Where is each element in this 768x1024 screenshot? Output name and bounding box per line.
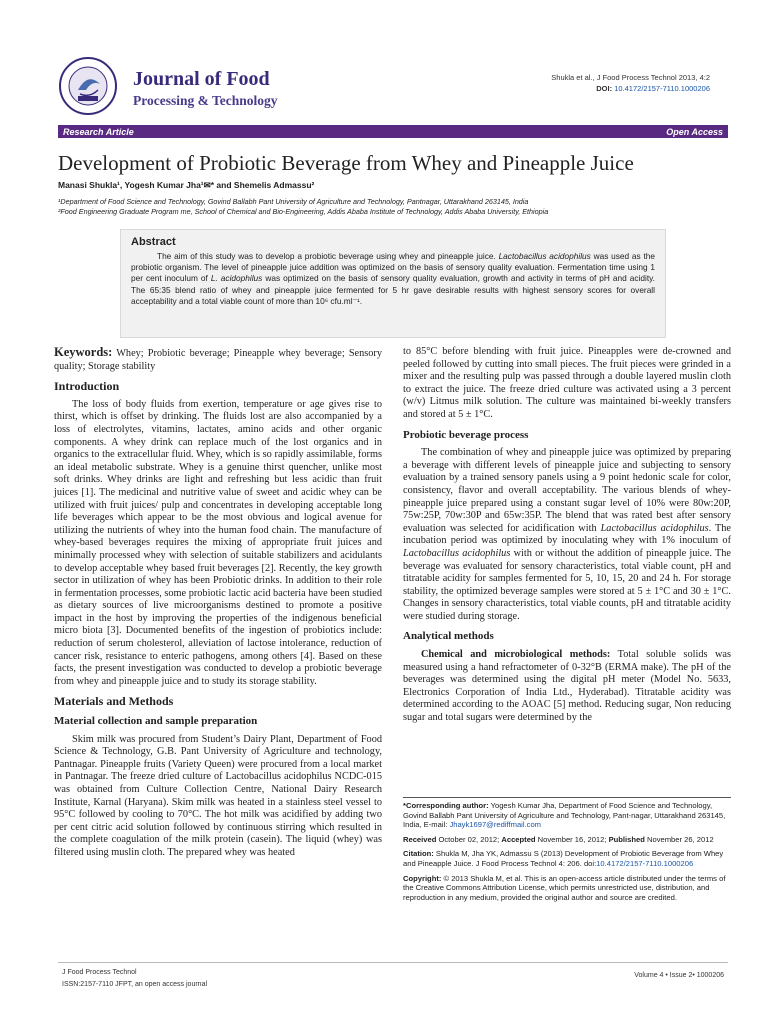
affiliation-1: ¹Department of Food Science and Technology, Govind Ballabh Pant University of Agriculture and Technology, Pantnagar, Uttarakhand 263145, India bbox=[58, 197, 529, 206]
footnote-divider bbox=[403, 797, 731, 798]
doi-link[interactable]: 10.4172/2157-7110.1000206 bbox=[614, 84, 710, 93]
affiliations bbox=[58, 197, 728, 217]
journal-logo-icon bbox=[58, 56, 118, 116]
introduction-heading: Introduction bbox=[54, 379, 120, 394]
keywords-label: Keywords: bbox=[54, 345, 113, 359]
keywords bbox=[54, 346, 382, 373]
chemical-methods-label: Chemical and microbiological methods: bbox=[421, 649, 611, 661]
citation-doi-link[interactable]: 10.4172/2157-7110.1000206 bbox=[596, 858, 694, 868]
copyright-note: Copyright: © 2013 Shukla M, et al. This is an open-access article distributed under the terms of the Creative Commons Attribution License, which permits unrestricted use, distribution, and reproduction in any medium, provided the original author and source are credited. bbox=[403, 873, 726, 902]
material-collection-heading: Material collection and sample preparation bbox=[54, 715, 258, 728]
left-column bbox=[54, 346, 382, 860]
footer-journal-abbrev: J Food Process Technol bbox=[62, 969, 137, 976]
material-collection-text: Skim milk was procured from Student’s Dairy Plant, Department of Food Science & Technology, G.B. Pant University of Agriculture and technology, Pantnagar. Pineapple fruits (Variety Queen) were procured from a local market in Pantnagar. The freeze dried culture of Lactobacillus acidophilus NCDC-015 was obtained from Culture Collection Centre, National Dairy Research Institute, Karnal (Haryana). Skim milk was heated in a stainless steel vessel to 95°C followed by cooling to 70°C. The hot milk was acidified by adding two per cent citric acid solution followed by continuous stirring which resulted in the complete coagulation of the milk protein (casein). The liquid (whey) was filtered using muslin cloth. The prepared whey was heated bbox=[54, 733, 382, 858]
footer-volume-info: Volume 4 • Issue 2• 1000206 bbox=[634, 972, 724, 979]
probiotic-process-heading: Probiotic beverage process bbox=[403, 428, 529, 441]
open-access-label: Open Access bbox=[666, 126, 723, 137]
header-citation bbox=[551, 72, 710, 94]
abstract-box bbox=[120, 229, 666, 338]
analytical-methods-heading: Analytical methods bbox=[403, 630, 494, 643]
footer-divider bbox=[58, 962, 728, 963]
dates: Received October 02, 2012; Accepted November 16, 2012; Published November 26, 2012 bbox=[403, 834, 714, 844]
citation-line: Shukla et al., J Food Process Technol 2013, 4:2 bbox=[551, 73, 710, 82]
footer-issn: ISSN:2157-7110 JFPT, an open access journal bbox=[62, 981, 208, 988]
corresponding-author: *Corresponding author: Yogesh Kumar Jha, Department of Food Science and Technology, Govind Ballabh Pant University of Agriculture and Technology, Pant-nagar, Uttarakhand 263145, India, E-mail: Jhayk1697@rediffmail.com bbox=[403, 801, 726, 830]
affiliation-2: ²Food Engineering Graduate Program me, School of Chemical and Bio-Engineering, Addis Ababa Institute of Technology, Addis Ababa University, Ethiopia bbox=[58, 207, 549, 216]
probiotic-process-text: The combination of whey and pineapple juice was optimized by preparing a beverage with different levels of pineapple juice and subjecting to sensory evaluation by a trained sensory panels using a 9 point hedonic scale for color, consistency, flavor and overall acceptability. The various blends of whey-pineapple juice prepared using a constant sugar level of 10% were 80w:20P, 75w:25P, 70w:30P and 65w:35P. The blend that was rated best after sensory evaluation was selected for acidification with Lactobacillus acidophilus. The incubation period was optimized by inoculating whey with 1% inoculum of Lactobacillus acidophilus with or without the addition of pineapple juice. The beverage was evaluated for sensory characteristics, total viable count, pH and titratable acidity for samples fermented for 5, 10, 15, 20 and 24 h. For storage stability, the optimized beverage samples were stored at 5 ± 1°C and 30 ± 1°C. Changes in sensory characteristics, total viable counts, pH and titratable acidity were studied during storage. bbox=[403, 447, 732, 622]
abstract-text: The aim of this study was to develop a probiotic beverage using whey and pineapple juice. Lactobacillus acidophilus was used as the probiotic organism. The level of pineapple juice addition was optimized on the basis of sensory quality evaluation. Fermentation time using 1 per cent inoculum of L. acidophilus was optimized on the basis of sensory quality evaluation, growth and activity in terms of pH and acidity. The 65:35 blend ratio of whey and pineapple juice fermented for 5 hr gave desirable results with highest sensory scores for overall acceptability and a total viable count of more than 10⁶ cfu.ml⁻¹. bbox=[131, 251, 655, 306]
keywords-text: Whey; Probiotic beverage; Pineapple whey beverage; Sensory quality; Storage stability bbox=[54, 348, 382, 372]
citation-note: Citation: Shukla M, Jha YK, Admassu S (2013) Development of Probiotic Beverage from Whey and Pineapple Juice. J Food Process Technol 4: 206. doi:10.4172/2157-7110.1000206 bbox=[403, 849, 724, 868]
author-email-link[interactable]: Jhayk1697@rediffmail.com bbox=[449, 820, 541, 830]
footnote-box bbox=[403, 797, 731, 907]
abstract-heading: Abstract bbox=[131, 236, 176, 248]
doi-label: DOI: bbox=[596, 84, 613, 93]
chemical-methods-text: Chemical and microbiological methods: Total soluble solids was measured using a hand refractometer of 0-32°B (ERMA make). The pH of the beverages was determined using the digital pH meter (Model No. 5633, Electronics Corporation of India Ltd., Hyderabad). Titratable acidity was determined according to the AOAC [5] method. Reducing sugar, Non reducing sugar and total sugars were determined by the bbox=[403, 649, 731, 724]
research-article-label: Research Article bbox=[63, 126, 134, 137]
article-type-banner bbox=[58, 125, 728, 138]
journal-subtitle: Processing & Technology bbox=[133, 93, 278, 108]
author-list: Manasi Shukla¹, Yogesh Kumar Jha¹✉* and Shemelis Admassu² bbox=[58, 180, 315, 190]
journal-name: Journal of Food bbox=[133, 68, 270, 90]
footer-journal-info bbox=[62, 967, 207, 991]
materials-methods-heading: Materials and Methods bbox=[54, 694, 174, 709]
materials-continued-text: to 85°C before blending with fruit juice. Pineapples were de-crowned and peeled followed by cutting into small pieces. The fruit pieces were grinded in a mixer and the resulting pulp was passed through a double layered muslin cloth to extract the juice. The freeze dried culture was activated using a 3 percent (w/v) Litmus milk solution. The culture was maintained bi-weekly transfers and stored at 5 ± 1°C. bbox=[403, 346, 731, 420]
right-column bbox=[403, 346, 731, 725]
article-title: Development of Probiotic Beverage from Whey and Pineapple Juice bbox=[58, 151, 634, 175]
introduction-text: The loss of body fluids from exertion, temperature or age gives rise to thirst, which is offset by drinking. The fluids lost are also accompanied by a loss of electrolytes, vitamins, lactates, amino acids and other organic components. A whey drink can replace much of the lost organics and in organics to the extracellular fluid. Whey, which is so rapidly assimilable, forms an ideal metabolic substrate. Whey is a genuine thirst quencher, unlike most soft drinks. Whey drinks are light and refreshing but less acidic than fruit juices [1]. The medicinal and nutritive value of sweet and acidic whey can be utilized with fruit juices/ pulp and concentrates in developing acceptable long life beverages which appear to be the most obvious and logical avenue for utilizing the nutrients of whey into the human food chain. The manufacture of whey-based beverages requires the mixing of appropriate fruit juices and minimally processed whey with selection of suitable stabilizers and acidulants to develop acceptable whey based fruit beverages [2]. Recently, the key growth sector in utilization of whey has been Probiotic drinks. In addition to their role in fermentation processes, some probiotic lactic acid bacteria have been studied as dietary sources of live microorganisms destined to promote a positive impact in the host by improving the properties of the indigenous beneficial micro biota [3]. Documented benefits of the ingestion of probiotics include: reduction of serum cholesterol, alleviation of lactose intolerance, reduction of cancer risk, resistance to enteric pathogens, among others [4]. Based on these facts, the present investigation was conducted to develop a probiotic beverage from whey and pineapple juice and to study its storage stability. bbox=[54, 398, 382, 687]
